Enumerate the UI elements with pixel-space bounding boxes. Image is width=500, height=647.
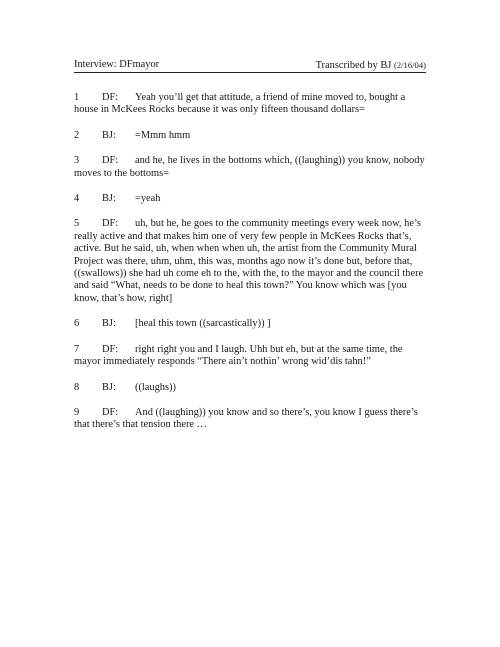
transcriber-credit [316,58,426,73]
transcript-turn-5 [74,218,430,305]
transcription-date: (2/16/04) [394,60,426,70]
turn-text: and he, he lives in the bottoms which, ((laughing)) you know, nobody moves to the bottoms= [74,155,425,179]
turn-number: 3 [74,155,80,167]
turn-number: 9 [74,406,80,418]
turn-text: =Mmm hmm [135,129,191,141]
turn-text: right right you and I laugh. Uhh but eh, but at the same time, the mayor immediately responds “There ain’t nothin’ wrong wid’dis tahn!” [74,343,403,368]
turn-text: And ((laughing)) you know and so there’s, you know I guess there’s that there’s that tension there … [74,406,418,431]
transcript-turn-2 [74,130,430,142]
speaker-label: DF: [102,406,119,418]
turn-text: ((laughs)) [135,381,176,393]
turn-number: 2 [74,129,80,141]
interview-title: Interview: DFmayor [74,59,160,70]
turn-text: =yeah [135,193,161,205]
speaker-label: DF: [102,343,119,355]
speaker-label: BJ: [102,193,116,205]
turn-number: 7 [74,343,80,355]
transcript-body [74,92,430,445]
transcript-turn-7 [74,344,430,369]
transcript-turn-9 [74,407,430,432]
turn-text: Yeah you’ll get that attitude, a friend of mine moved to, bought a house in McKees Rocks because it was only fifteen thousand dollars= [74,92,406,116]
speaker-label: DF: [102,155,119,167]
turn-number: 6 [74,318,80,330]
page-header [74,58,426,73]
turn-number: 4 [74,193,80,205]
turn-number: 8 [74,381,80,393]
speaker-label: DF: [102,218,119,230]
transcript-turn-3 [74,155,430,180]
turn-number: 5 [74,218,80,230]
transcript-turn-8 [74,382,430,394]
speaker-label: BJ: [102,129,116,141]
turn-text: [heal this town ((sarcastically)) ] [135,318,271,330]
transcriber-label: Transcribed by BJ [315,60,392,71]
speaker-label: BJ: [102,318,116,330]
transcript-turn-1 [74,92,430,117]
turn-text: uh, but he, he goes to the community meetings every week now, he’s really active and that makes him one of very few people in McKees Rocks that’s, active. But he said, uh, when when when uh, the artist from the Community Mural Project was there, uhm, uhm, this was, months ago now it’s done but, before that, ((swallows)) she had uh come eh to the, with the, to the mayor and the council there and said “What, needs to be done to heal this town?” You know which was [you know, that’s how, right] [74,218,424,304]
transcript-turn-6 [74,318,430,330]
transcript-turn-4 [74,193,430,205]
speaker-label: DF: [102,92,119,103]
speaker-label: BJ: [102,381,116,393]
turn-number: 1 [74,92,80,103]
